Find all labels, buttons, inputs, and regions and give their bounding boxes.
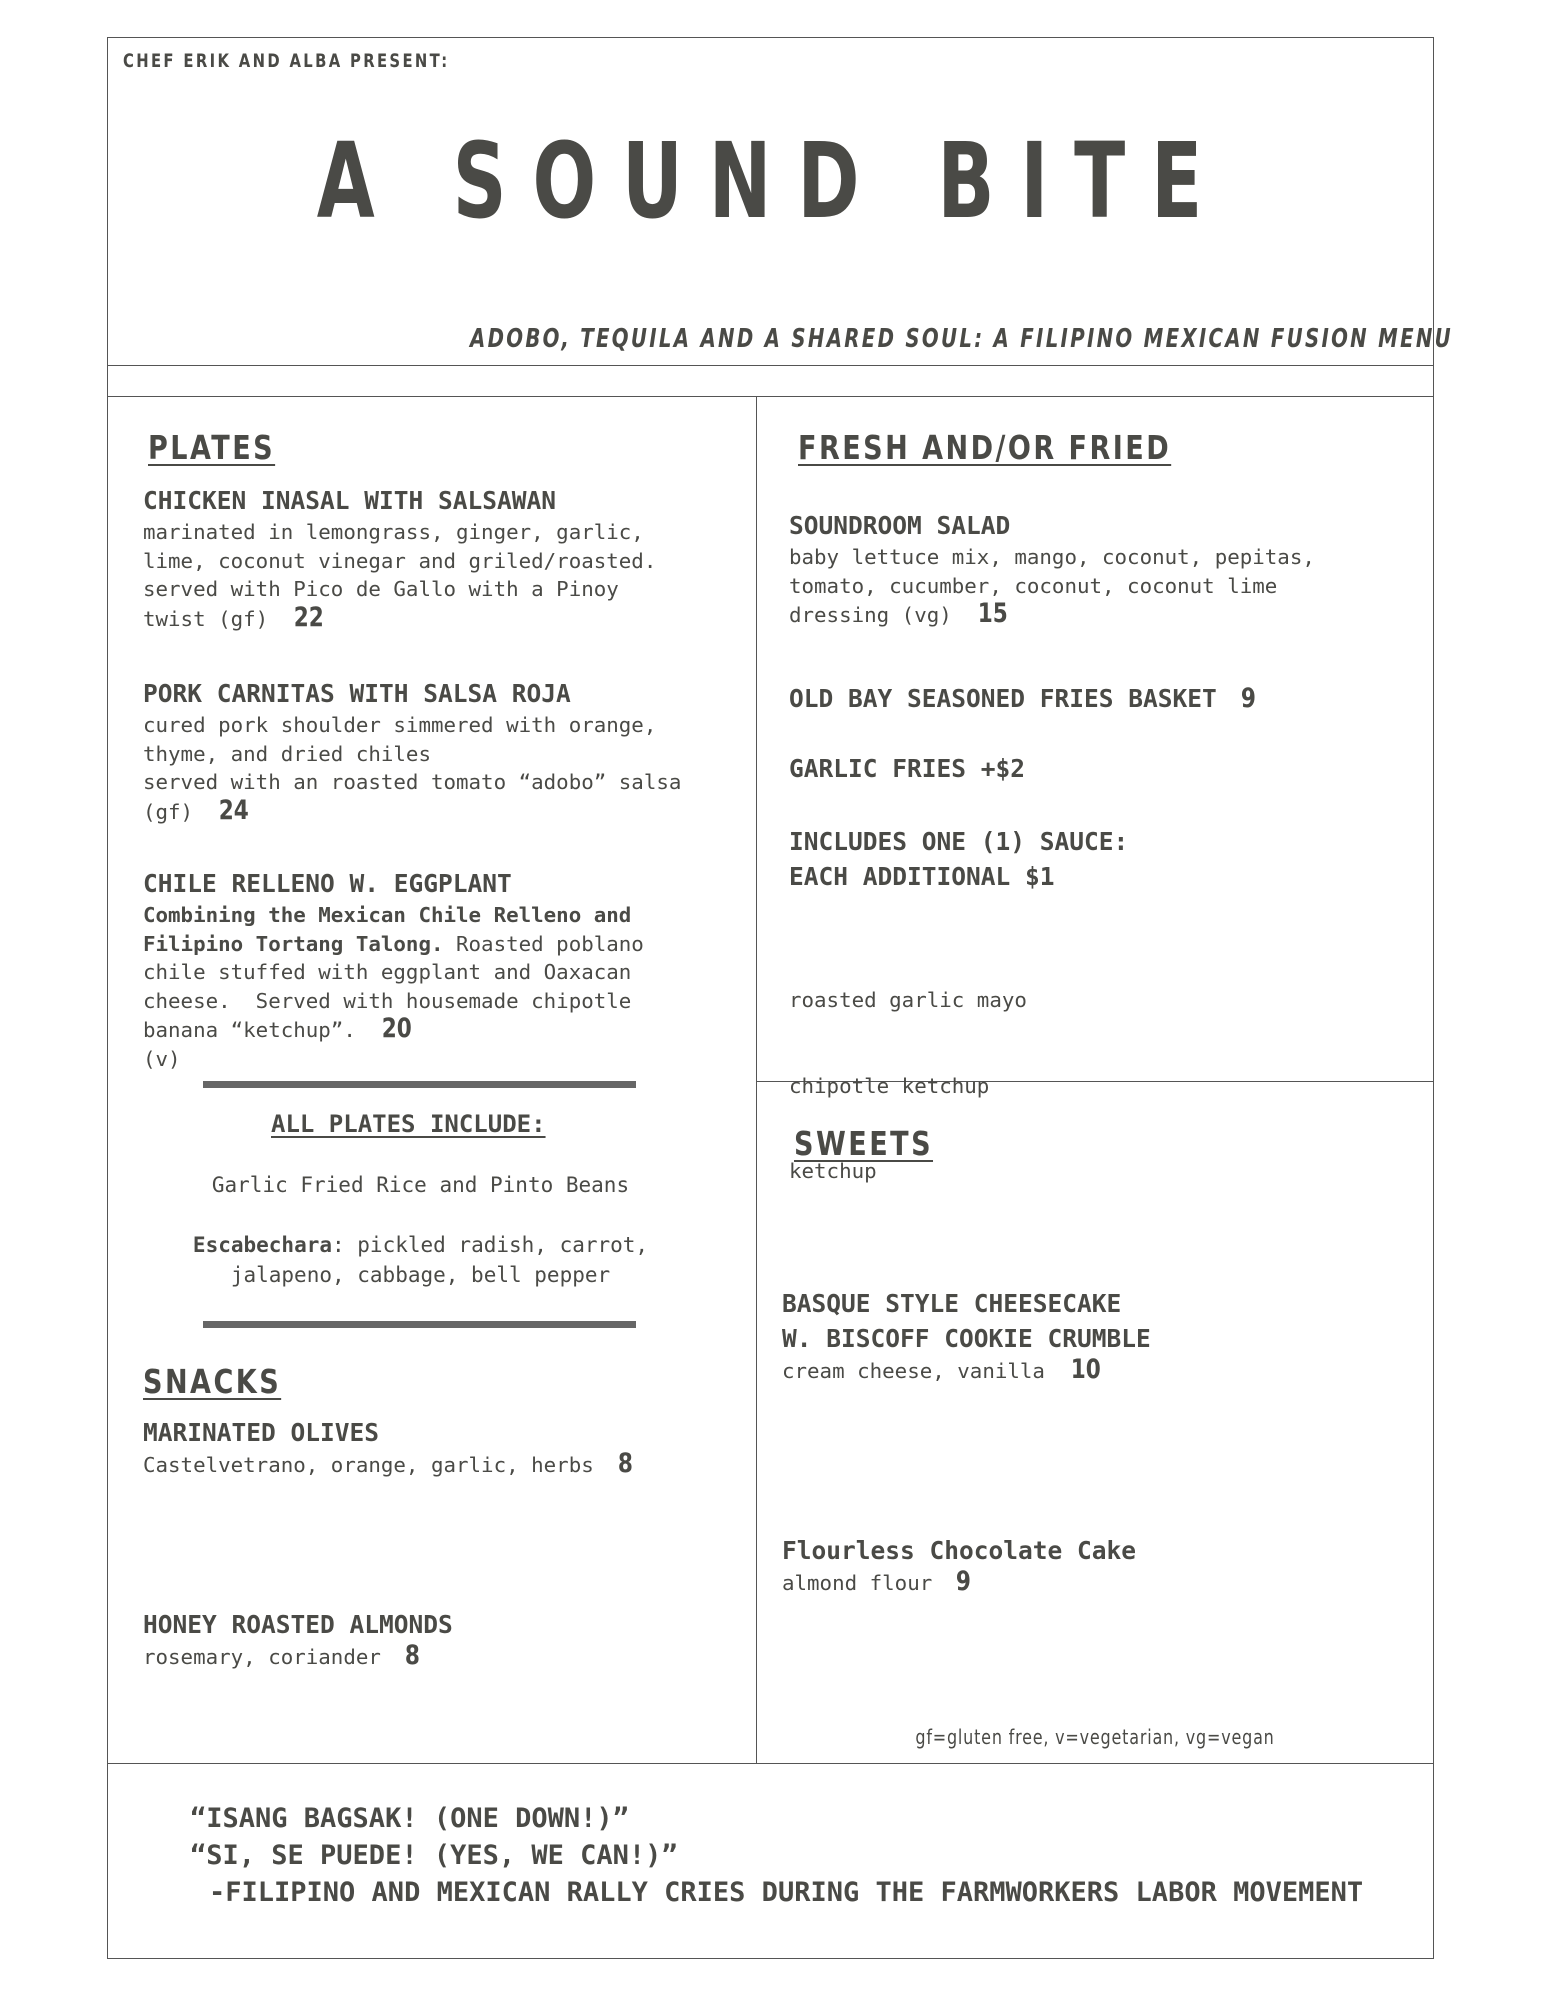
snacks-heading: SNACKS <box>143 1362 282 1401</box>
item-desc <box>143 901 644 1073</box>
sauce-line-2: EACH ADDITIONAL $1 <box>789 862 1055 891</box>
menu-item-soundroom-salad <box>789 511 1315 630</box>
item-desc-text: Castelvetrano, orange, garlic, herbs <box>143 1453 594 1477</box>
item-desc <box>789 543 1315 630</box>
item-desc-text: rosemary, coriander <box>143 1645 381 1669</box>
item-desc-text: Roasted poblano chile stuffed with eggplant and Oaxacan cheese. Served with housemade chipotle banana “ketchup”. <box>143 931 644 1042</box>
item-price: 22 <box>293 601 325 633</box>
item-desc-text: cured pork shoulder simmered with orange, thyme, and dried chiles served with an roasted tomato “adobo” salsa (gf) <box>143 713 682 824</box>
includes-escabechara <box>143 1230 698 1290</box>
menu-item-old-bay-fries <box>789 683 1258 714</box>
item-price: 15 <box>977 598 1008 629</box>
menu-item-flourless-cake <box>782 1536 1136 1598</box>
sweets-heading: SWEETS <box>794 1124 934 1163</box>
item-desc-text: cream cheese, vanilla <box>782 1359 1045 1383</box>
escabechara-label: Escabechara <box>192 1233 332 1257</box>
escabechara-line2: jalapeno, cabbage, bell pepper <box>230 1263 611 1287</box>
item-price: 24 <box>218 794 249 826</box>
item-desc <box>143 1642 453 1672</box>
menu-item-pork-carnitas <box>143 679 681 826</box>
menu-item-garlic-fries: GARLIC FRIES +$2 <box>789 754 1026 783</box>
item-desc-text: almond flour <box>782 1571 933 1595</box>
sauce-item: chipotle ketchup <box>789 1073 990 1098</box>
diet-legend: gf=gluten free, v=vegetarian, vg=vegan <box>915 1725 1275 1749</box>
presenter-line: CHEF ERIK AND ALBA PRESENT: <box>123 50 450 72</box>
item-desc <box>143 711 681 826</box>
column-divider <box>756 396 757 1764</box>
includes-rule-bottom <box>203 1321 636 1328</box>
menu-item-basque-cheesecake <box>782 1286 1151 1386</box>
item-price: 8 <box>404 1640 420 1671</box>
item-price: 9 <box>1240 683 1256 714</box>
item-name: PORK CARNITAS WITH SALSA ROJA <box>143 679 571 708</box>
item-desc <box>782 1568 1136 1598</box>
item-name <box>782 1286 1151 1356</box>
menu-item-honey-almonds <box>143 1610 453 1672</box>
menu-item-chicken-inasal <box>143 486 656 633</box>
quote-line-2: “SI, SE PUEDE! (YES, WE CAN!)” <box>190 1840 678 1871</box>
item-tag: (v) <box>143 1046 181 1071</box>
menu-item-chile-relleno <box>143 869 644 1073</box>
includes-heading: ALL PLATES INCLUDE: <box>271 1110 546 1138</box>
item-desc-text: marinated in lemongrass, ginger, garlic, lime, coconut vinegar and griled/roasted. served with Pico de Gallo with a Pinoy twist (gf) <box>143 520 657 631</box>
quote-line-1: “ISANG BAGSAK! (ONE DOWN!)” <box>190 1803 629 1834</box>
item-name: CHILE RELLENO W. EGGPLANT <box>143 869 512 898</box>
item-name: Flourless Chocolate Cake <box>782 1536 1137 1565</box>
item-name: CHICKEN INASAL WITH SALSAWAN <box>143 486 557 515</box>
menu-item-marinated-olives <box>143 1418 635 1480</box>
item-price: 20 <box>381 1013 412 1044</box>
includes-rule-top <box>203 1081 636 1088</box>
item-desc-bold: Combining the Mexican Chile Relleno and Filipino Tortang Talong. <box>143 903 632 956</box>
fresh-heading: FRESH AND/OR FRIED <box>798 428 1172 467</box>
item-name-line-1: BASQUE STYLE CHEESECAKE <box>782 1289 1122 1318</box>
menu-title: A SOUND BITE <box>316 120 1229 242</box>
item-desc <box>143 1450 635 1480</box>
header-divider-top <box>107 365 1434 366</box>
item-desc-text: baby lettuce mix, mango, coconut, pepitas, tomato, cucumber, coconut, coconut lime dressing (vg) <box>789 545 1315 627</box>
footer-divider <box>107 1763 1434 1764</box>
item-name: SOUNDROOM SALAD <box>789 511 1011 540</box>
item-name-line-2: W. BISCOFF COOKIE CRUMBLE <box>782 1324 1151 1353</box>
sauce-list <box>789 929 1027 1214</box>
sauce-info <box>789 824 1128 894</box>
menu-subtitle: ADOBO, TEQUILA AND A SHARED SOUL: A FILIPINO MEXICAN FUSION MENU <box>470 324 1454 354</box>
item-price: 10 <box>1070 1354 1101 1385</box>
item-name: HONEY ROASTED ALMONDS <box>143 1610 453 1639</box>
item-price: 8 <box>617 1448 633 1479</box>
footer-quote <box>190 1800 1363 1911</box>
item-price: 9 <box>956 1566 972 1597</box>
item-desc <box>782 1356 1151 1386</box>
item-name: MARINATED OLIVES <box>143 1418 380 1447</box>
item-desc <box>143 518 656 633</box>
sauce-item: ketchup <box>789 1159 877 1183</box>
includes-rice-beans: Garlic Fried Rice and Pinto Beans <box>211 1173 630 1197</box>
sauce-line-1: INCLUDES ONE (1) SAUCE: <box>789 827 1129 856</box>
header-divider-bottom <box>107 396 1434 397</box>
item-name: OLD BAY SEASONED FRIES BASKET <box>789 684 1217 713</box>
sauce-item: roasted garlic mayo <box>789 988 1027 1012</box>
escabechara-text: : pickled radish, carrot, <box>332 1233 649 1257</box>
plates-heading: PLATES <box>148 428 276 467</box>
quote-attribution: -FILIPINO AND MEXICAN RALLY CRIES DURING THE FARMWORKERS LABOR MOVEMENT <box>209 1877 1364 1908</box>
